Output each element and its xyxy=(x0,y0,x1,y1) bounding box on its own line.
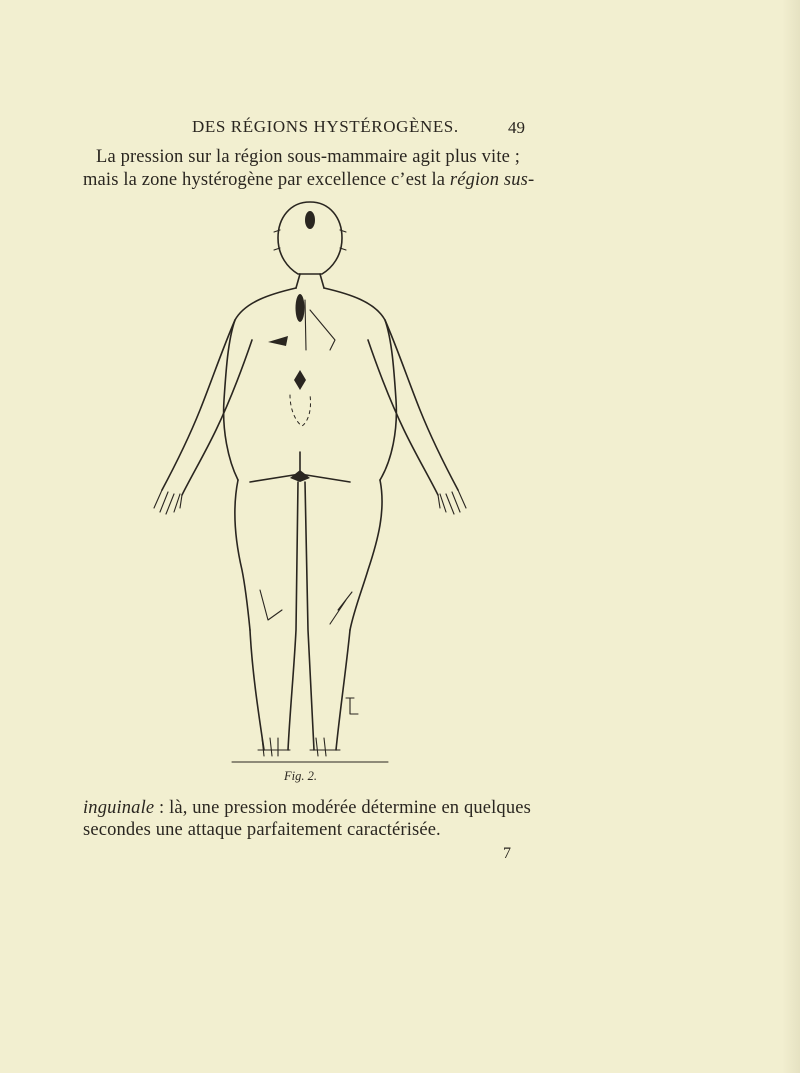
body-figure-illustration xyxy=(140,190,480,770)
figure-chest-pressure-point xyxy=(296,294,305,322)
paragraph-line-2-plain: mais la zone hystérogène par excellence c’est la xyxy=(83,170,450,190)
paragraph-line-3-plain: : là, une pression modérée détermine en quelques xyxy=(154,798,531,818)
figure-leg-left-inner xyxy=(288,482,298,750)
paragraph-line-3-italic: inguinale xyxy=(83,798,155,818)
page-number: 49 xyxy=(508,118,525,137)
figure-torso-left xyxy=(224,288,296,480)
figure-caption: Fig. 2. xyxy=(284,769,317,783)
figure-hip-left xyxy=(235,480,250,630)
figure-hand-right xyxy=(438,490,466,514)
figure-chest-line xyxy=(310,310,335,350)
figure-abdomen-dotted xyxy=(290,395,311,426)
figure-hand-left xyxy=(154,490,182,514)
figure-foot-left xyxy=(258,738,290,756)
paragraph-line-2 xyxy=(83,170,534,191)
figure-hip-right xyxy=(350,480,382,630)
paragraph-line-1: La pression sur la région sous-mammaire agit plus vite ; xyxy=(96,147,521,167)
paragraph-line-2-italic: région sus- xyxy=(449,170,535,190)
figure-leg-right-inner xyxy=(305,482,314,750)
figure-neck xyxy=(296,274,324,288)
figure-leg-left-outer xyxy=(250,630,264,750)
figure-ears xyxy=(274,230,346,250)
figure-inguinal-pressure-point xyxy=(290,470,310,482)
figure-head-pressure-point xyxy=(305,211,315,229)
figure-epigastric-pressure-point xyxy=(294,370,306,390)
figure-knee-marks xyxy=(260,590,352,624)
page-edge-shadow xyxy=(782,0,800,1073)
figure-submammary-pressure-point xyxy=(268,336,288,346)
figure-small-mark xyxy=(346,698,358,714)
figure-torso-right xyxy=(324,288,396,480)
signature-mark: 7 xyxy=(503,845,511,862)
paragraph-line-4: secondes une attaque parfaitement caractérisée. xyxy=(83,820,441,840)
figure-leg-right-outer xyxy=(336,630,350,750)
figure-sternum-line xyxy=(305,300,306,350)
body-figure-svg xyxy=(140,190,480,770)
running-head-title: DES RÉGIONS HYSTÉROGÈNES. xyxy=(192,117,459,136)
paragraph-line-3 xyxy=(83,798,531,819)
